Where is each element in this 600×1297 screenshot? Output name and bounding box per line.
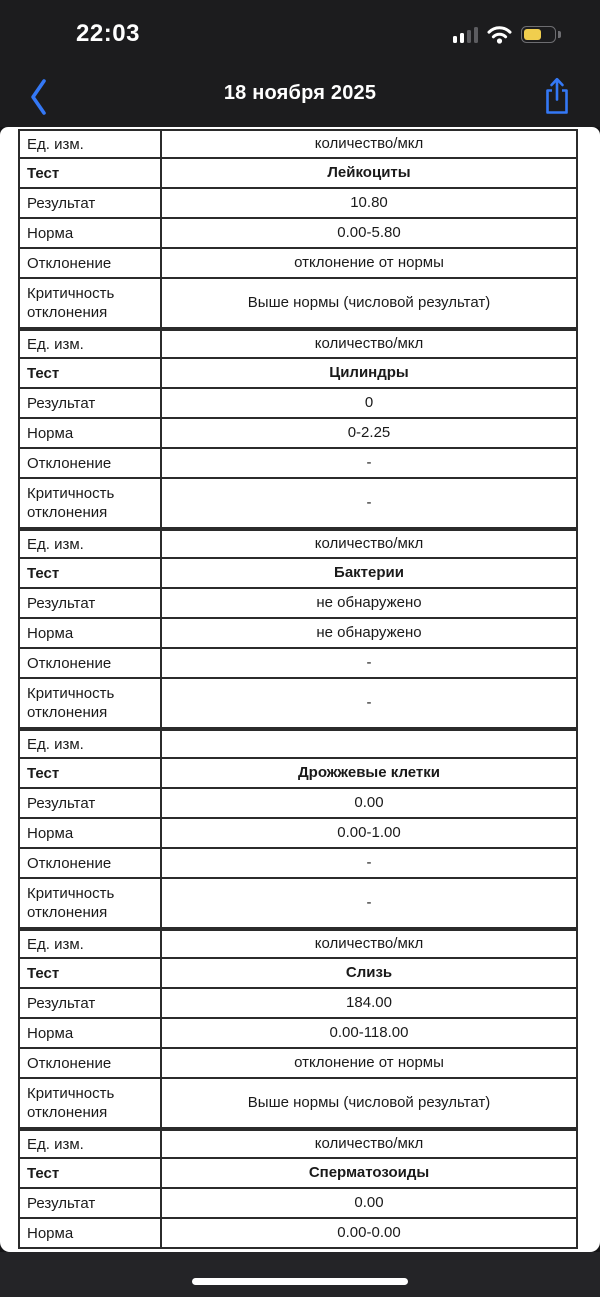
cell-label-criticality: Критичность отклонения xyxy=(20,879,162,927)
table-row-deviation xyxy=(20,1047,576,1077)
cell-value-norm: 0.00-118.00 xyxy=(329,1024,409,1041)
table-row-result xyxy=(20,387,576,417)
cell-value-criticality: - xyxy=(366,894,372,911)
navigation-bar xyxy=(0,65,600,127)
cell-label-unit: Ед. изм. xyxy=(20,331,162,357)
table-row-test xyxy=(20,1157,576,1187)
table-row-result xyxy=(20,1187,576,1217)
table-row-norm xyxy=(20,417,576,447)
lab-results-table xyxy=(18,129,578,1249)
cell-label-test: Тест xyxy=(20,359,162,387)
table-row-unit xyxy=(20,731,576,757)
cell-value-criticality: - xyxy=(366,494,372,511)
table-row-test xyxy=(20,557,576,587)
table-row-test xyxy=(20,757,576,787)
table-row-norm xyxy=(20,817,576,847)
cell-value-test: Дрожжевые клетки xyxy=(297,764,440,781)
cell-value-deviation: - xyxy=(366,854,372,871)
status-time: 22:03 xyxy=(76,20,140,47)
cell-value-unit xyxy=(162,731,576,757)
table-row-criticality xyxy=(20,277,576,327)
top-bars-background xyxy=(0,0,600,127)
cell-label-criticality: Критичность отклонения xyxy=(20,279,162,327)
cell-value-test: Цилиндры xyxy=(329,364,409,381)
test-block-5 xyxy=(18,1129,578,1249)
test-block-2 xyxy=(18,529,578,729)
cell-label-result: Результат xyxy=(20,989,162,1017)
status-icons xyxy=(453,24,557,44)
cell-label-test: Тест xyxy=(20,559,162,587)
cell-label-test: Тест xyxy=(20,759,162,787)
cell-label-unit: Ед. изм. xyxy=(20,1131,162,1157)
cell-value-unit: количество/мкл xyxy=(314,335,424,352)
cell-label-deviation: Отклонение xyxy=(20,1049,162,1077)
table-row-unit xyxy=(20,331,576,357)
cell-label-test: Тест xyxy=(20,959,162,987)
table-row-norm xyxy=(20,617,576,647)
cell-label-deviation: Отклонение xyxy=(20,249,162,277)
table-row-unit xyxy=(20,531,576,557)
cell-value-result: 184.00 xyxy=(346,994,392,1011)
status-bar xyxy=(0,0,600,65)
table-row-test xyxy=(20,957,576,987)
cell-label-norm: Норма xyxy=(20,1219,162,1247)
table-row-deviation xyxy=(20,447,576,477)
table-row-unit xyxy=(20,131,576,157)
cell-value-norm: 0-2.25 xyxy=(347,424,391,441)
cell-label-result: Результат xyxy=(20,189,162,217)
bottom-bar xyxy=(0,1252,600,1297)
table-row-criticality xyxy=(20,1077,576,1127)
table-row-criticality xyxy=(20,477,576,527)
cell-label-criticality: Критичность отклонения xyxy=(20,679,162,727)
cell-value-deviation: отклонение от нормы xyxy=(294,254,444,271)
cell-value-test: Слизь xyxy=(345,964,393,981)
cell-label-norm: Норма xyxy=(20,619,162,647)
cell-label-norm: Норма xyxy=(20,219,162,247)
table-row-result xyxy=(20,987,576,1017)
cell-label-unit: Ед. изм. xyxy=(20,931,162,957)
table-row-result xyxy=(20,187,576,217)
table-row-test xyxy=(20,357,576,387)
test-block-4 xyxy=(18,929,578,1129)
cell-value-result: 0.00 xyxy=(354,1194,384,1211)
cell-value-test: Сперматозоиды xyxy=(308,1164,430,1181)
wifi-icon xyxy=(487,25,512,44)
cell-label-unit: Ед. изм. xyxy=(20,731,162,757)
cell-label-norm: Норма xyxy=(20,819,162,847)
cell-label-test: Тест xyxy=(20,1159,162,1187)
cell-label-result: Результат xyxy=(20,1189,162,1217)
table-row-norm xyxy=(20,1017,576,1047)
cell-label-norm: Норма xyxy=(20,419,162,447)
table-row-test xyxy=(20,157,576,187)
table-row-criticality xyxy=(20,877,576,927)
cell-value-deviation: - xyxy=(366,454,372,471)
cell-value-unit: количество/мкл xyxy=(314,135,424,152)
cell-label-result: Результат xyxy=(20,789,162,817)
cell-value-deviation: - xyxy=(366,654,372,671)
table-row-deviation xyxy=(20,647,576,677)
cell-value-test: Бактерии xyxy=(334,564,404,581)
cell-value-test: Лейкоциты xyxy=(327,164,411,181)
table-row-deviation xyxy=(20,247,576,277)
cell-label-deviation: Отклонение xyxy=(20,849,162,877)
cell-value-result: не обнаружено xyxy=(316,594,422,611)
cell-label-deviation: Отклонение xyxy=(20,649,162,677)
table-row-norm xyxy=(20,217,576,247)
cell-value-unit: количество/мкл xyxy=(314,535,424,552)
cell-label-result: Результат xyxy=(20,389,162,417)
test-block-0 xyxy=(18,129,578,329)
test-block-3 xyxy=(18,729,578,929)
cell-label-unit: Ед. изм. xyxy=(20,531,162,557)
cell-label-unit: Ед. изм. xyxy=(20,131,162,157)
cell-label-deviation: Отклонение xyxy=(20,449,162,477)
test-block-1 xyxy=(18,329,578,529)
cell-value-criticality: - xyxy=(366,694,372,711)
cell-label-criticality: Критичность отклонения xyxy=(20,1079,162,1127)
cell-value-result: 0.00 xyxy=(354,794,384,811)
cell-value-criticality: Выше нормы (числовой результат) xyxy=(247,294,491,311)
cell-label-criticality: Критичность отклонения xyxy=(20,479,162,527)
cell-value-criticality: Выше нормы (числовой результат) xyxy=(247,1094,491,1111)
cell-label-result: Результат xyxy=(20,589,162,617)
cell-value-unit: количество/мкл xyxy=(314,935,424,952)
cell-label-norm: Норма xyxy=(20,1019,162,1047)
battery-icon xyxy=(521,26,556,43)
cellular-signal-icon xyxy=(453,26,479,43)
share-button[interactable] xyxy=(540,74,574,118)
cell-value-unit: количество/мкл xyxy=(314,1135,424,1152)
share-icon xyxy=(542,76,572,116)
table-row-norm xyxy=(20,1217,576,1247)
table-row-unit xyxy=(20,931,576,957)
table-row-result xyxy=(20,787,576,817)
table-row-deviation xyxy=(20,847,576,877)
cell-value-result: 10.80 xyxy=(350,194,388,211)
battery-fill xyxy=(524,29,541,40)
cell-value-norm: 0.00-0.00 xyxy=(337,1224,401,1241)
cell-value-norm: не обнаружено xyxy=(316,624,422,641)
table-row-result xyxy=(20,587,576,617)
home-indicator[interactable] xyxy=(192,1278,408,1285)
page-title: 18 ноября 2025 xyxy=(223,82,377,104)
cell-label-test: Тест xyxy=(20,159,162,187)
table-row-unit xyxy=(20,1131,576,1157)
cell-value-norm: 0.00-1.00 xyxy=(337,824,401,841)
cell-value-deviation: отклонение от нормы xyxy=(294,1054,444,1071)
cell-value-norm: 0.00-5.80 xyxy=(337,224,401,241)
cell-value-result: 0 xyxy=(364,394,374,411)
table-row-criticality xyxy=(20,677,576,727)
document-viewer[interactable] xyxy=(0,127,600,1252)
